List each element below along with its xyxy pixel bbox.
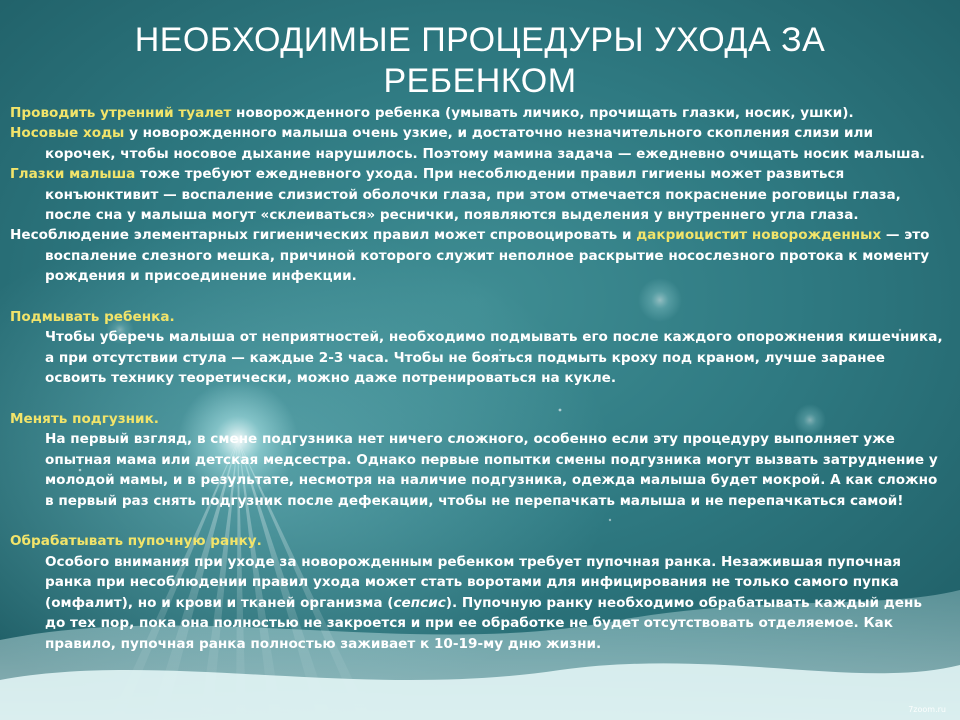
highlight-term: Глазки малыша — [10, 166, 136, 183]
paragraph-toilet — [10, 103, 945, 123]
paragraph-dacryocystitis — [10, 225, 945, 286]
heading-diaper: Менять подгузник. — [10, 411, 159, 428]
paragraph-text: новорожденного ребенка (умывать личико, прочищать глазки, носик, ушки). — [231, 105, 854, 121]
highlight-term: Проводить утренний туалет — [10, 105, 232, 121]
heading-washing: Подмывать ребенка. — [10, 309, 175, 326]
paragraph-text: Особого внимания при уходе за новорожденным ребенком требует пупочная ранка. Незажившая пупочная ранка при несоблюдении правил ухода может стать воротами для инфицирования не только самого пупка (омфалит), но и крови и тканей организма ( — [45, 553, 902, 611]
highlight-term: дакриоцистит новорожденных — [636, 227, 882, 244]
paragraph-text: Несоблюдение элементарных гигиенических правил может спровоцировать и — [10, 227, 637, 244]
paragraph-washing: Чтобы уберечь малыша от неприятностей, необходимо подмывать его после каждого опорожнения кишечника, а при отсутствии стула — каждые 2-3 часа. Чтобы не бояться подмыть кроху под краном, лучше заранее освоить технику теоретически, можно даже потренироваться на кукле. — [45, 329, 943, 387]
paragraph-eyes — [10, 164, 945, 225]
paragraph-text: тоже требуют ежедневного ухода. При несоблюдении правил гигиены может развиться конъюнктивит — воспаление слизистой оболочки глаза, при этом отмечается покраснение роговицы глаза, после сна у малыша могут «склеиваться» реснички, появляются выделения у внутреннего угла глаза. — [45, 166, 901, 224]
highlight-term: Носовые ходы — [10, 125, 125, 142]
italic-term: сепсис — [393, 594, 446, 611]
spacer — [10, 287, 945, 307]
paragraph-diaper: На первый взгляд, в смене подгузника нет ничего сложного, особенно если эту процедуру выполняет уже опытная мама или детская медсестра. Однако первые попытки смены подгузника могут вызвать затруднение у молодой мамы, и в результате, несмотря на наличие подгузника, одежда малыша будет мокрой. А как сложно в первый раз снять подгузник после дефекации, чтобы не перепачкать малыша и не перепачкаться самой! — [45, 431, 938, 509]
paragraph-nose — [10, 123, 945, 164]
spacer — [10, 389, 945, 409]
paragraph-text: ). Пупочную ранку необходимо обрабатывать каждый день до тех пор, пока она полностью не закроется и при ее обработке не будет отсутствовать отделяемое. Как правило, пупочная ранка полностью заживает к 10-19-му дню жизни. — [45, 594, 922, 652]
spacer — [10, 511, 945, 531]
paragraph-text: у новорожденного малыша очень узкие, и достаточно незначительного скопления слизи или корочек, чтобы носовое дыхание нарушилось. Поэтому мамина задача — ежедневно очищать носик малыша. — [45, 125, 925, 162]
paragraph-navel — [10, 552, 945, 654]
watermark: 7zoom.ru — [908, 705, 946, 714]
paragraph-text: — это воспаление слезного мешка, причиной которого служит неполное раскрытие носослезного протока к моменту рождения и присоединение инфекции. — [45, 227, 930, 285]
slide-title: НЕОБХОДИМЫЕ ПРОЦЕДУРЫ УХОДА ЗА РЕБЕНКОМ — [134, 21, 826, 100]
slide-body — [10, 103, 945, 654]
heading-navel: Обрабатывать пупочную ранку. — [10, 533, 262, 550]
